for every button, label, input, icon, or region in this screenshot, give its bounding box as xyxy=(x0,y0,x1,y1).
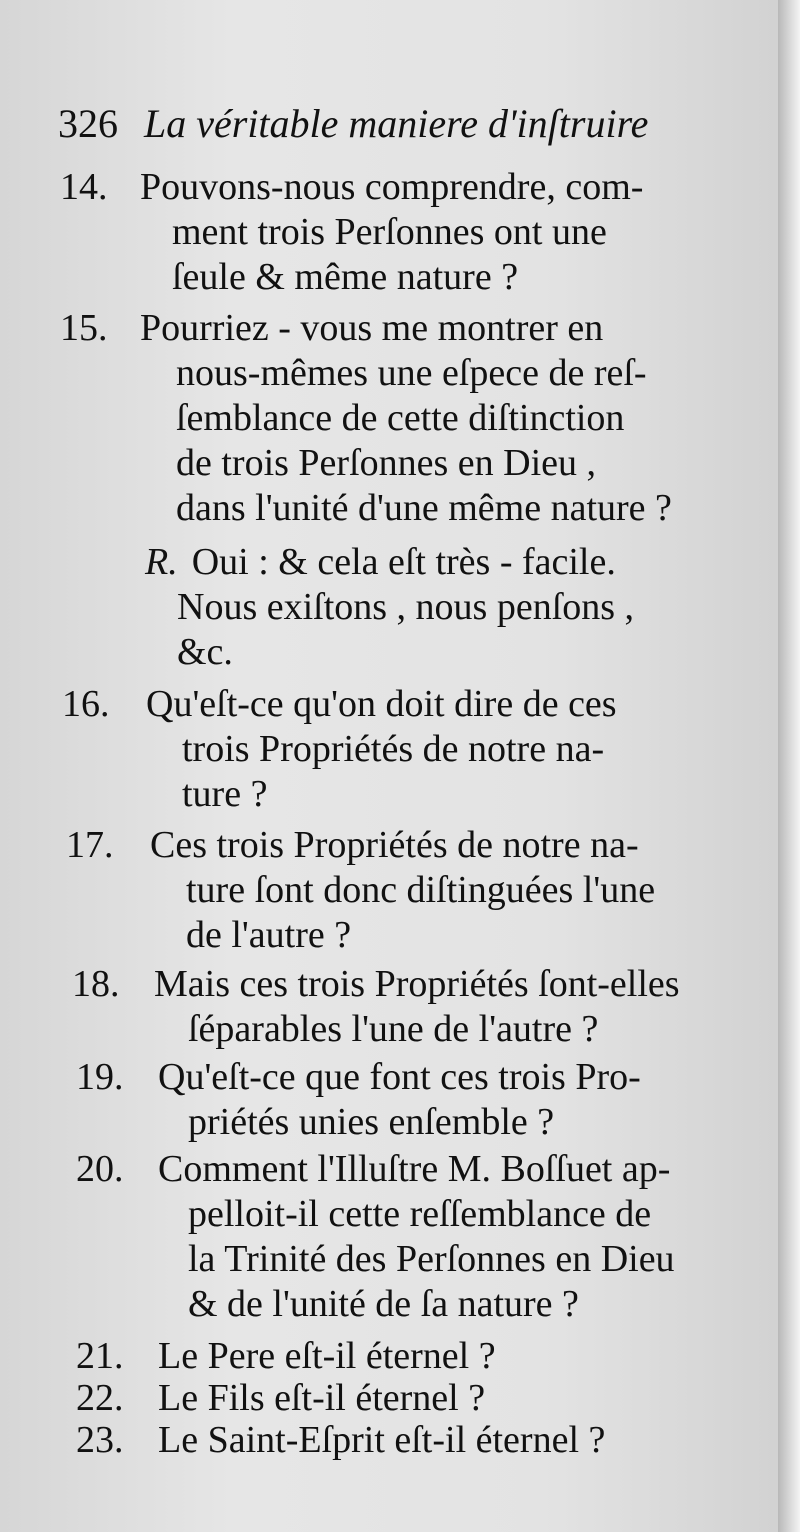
question-line: Pourriez - vous me montrer en xyxy=(140,307,604,349)
question-line: de trois Perſonnes en Dieu , xyxy=(176,442,597,484)
question-number: 14. xyxy=(60,166,108,208)
question-23 xyxy=(76,1418,756,1463)
reply-15 xyxy=(145,540,740,675)
page-edge xyxy=(778,0,800,1532)
question-line: ture ſont donc diſtinguées l'une xyxy=(186,869,656,911)
question-number: 17. xyxy=(66,824,114,866)
question-number: 16. xyxy=(62,683,110,725)
question-20 xyxy=(76,1147,766,1327)
question-line: dans l'unité d'une même nature ? xyxy=(176,487,672,529)
question-line: Qu'eſt-ce qu'on doit dire de ces xyxy=(146,683,617,725)
question-line: Le Fils eſt-il éternel ? xyxy=(158,1377,486,1419)
question-number: 22. xyxy=(76,1377,124,1419)
question-line: nous-mêmes une eſpece de reſ- xyxy=(176,352,647,394)
question-number: 20. xyxy=(76,1148,124,1190)
question-line: ſeule & même nature ? xyxy=(172,256,519,298)
running-title: La véritable maniere d'inſtruire xyxy=(144,101,649,146)
question-line: Ces trois Propriétés de notre na- xyxy=(150,824,639,866)
question-18 xyxy=(72,962,752,1052)
question-line: ment trois Perſonnes ont une xyxy=(172,211,607,253)
question-number: 23. xyxy=(76,1419,124,1461)
page-number: 326 xyxy=(58,101,118,146)
question-number: 18. xyxy=(72,963,120,1005)
reply-marker: R. xyxy=(145,541,178,583)
reply-line: &c. xyxy=(177,631,233,673)
question-line: Pouvons-nous comprendre, com- xyxy=(140,166,644,208)
page-header xyxy=(58,100,648,147)
question-line: ſéparables l'une de l'autre ? xyxy=(188,1008,599,1050)
question-number: 15. xyxy=(60,307,108,349)
question-21 xyxy=(76,1334,756,1379)
question-line: priétés unies enſemble ? xyxy=(188,1101,555,1143)
question-number: 21. xyxy=(76,1335,124,1377)
question-line: trois Propriétés de notre na- xyxy=(182,728,605,770)
question-line: Le Pere eſt-il éternel ? xyxy=(158,1335,496,1377)
question-line: & de l'unité de ſa nature ? xyxy=(188,1283,579,1325)
question-14 xyxy=(60,165,725,300)
question-16 xyxy=(62,682,742,817)
question-number: 19. xyxy=(76,1056,124,1098)
question-line: la Trinité des Perſonnes en Dieu xyxy=(188,1238,675,1280)
reply-line: Nous exiſtons , nous penſons , xyxy=(177,586,635,628)
question-line: Mais ces trois Propriétés ſont-elles xyxy=(154,963,680,1005)
question-line: ſemblance de cette diſtinction xyxy=(176,397,625,439)
question-line: ture ? xyxy=(182,773,268,815)
question-22 xyxy=(76,1376,756,1421)
question-line: Qu'eſt-ce que font ces trois Pro- xyxy=(158,1056,641,1098)
question-line: de l'autre ? xyxy=(186,914,352,956)
question-line: Le Saint-Eſprit eſt-il éternel ? xyxy=(158,1419,606,1461)
question-line: pelloit-il cette reſſemblance de xyxy=(188,1193,652,1235)
reply-line: Oui : & cela eſt très - facile. xyxy=(191,541,616,583)
question-15 xyxy=(60,306,730,531)
question-17 xyxy=(66,823,746,958)
question-line: Comment l'Illuſtre M. Boſſuet ap- xyxy=(158,1148,671,1190)
question-19 xyxy=(76,1055,756,1145)
